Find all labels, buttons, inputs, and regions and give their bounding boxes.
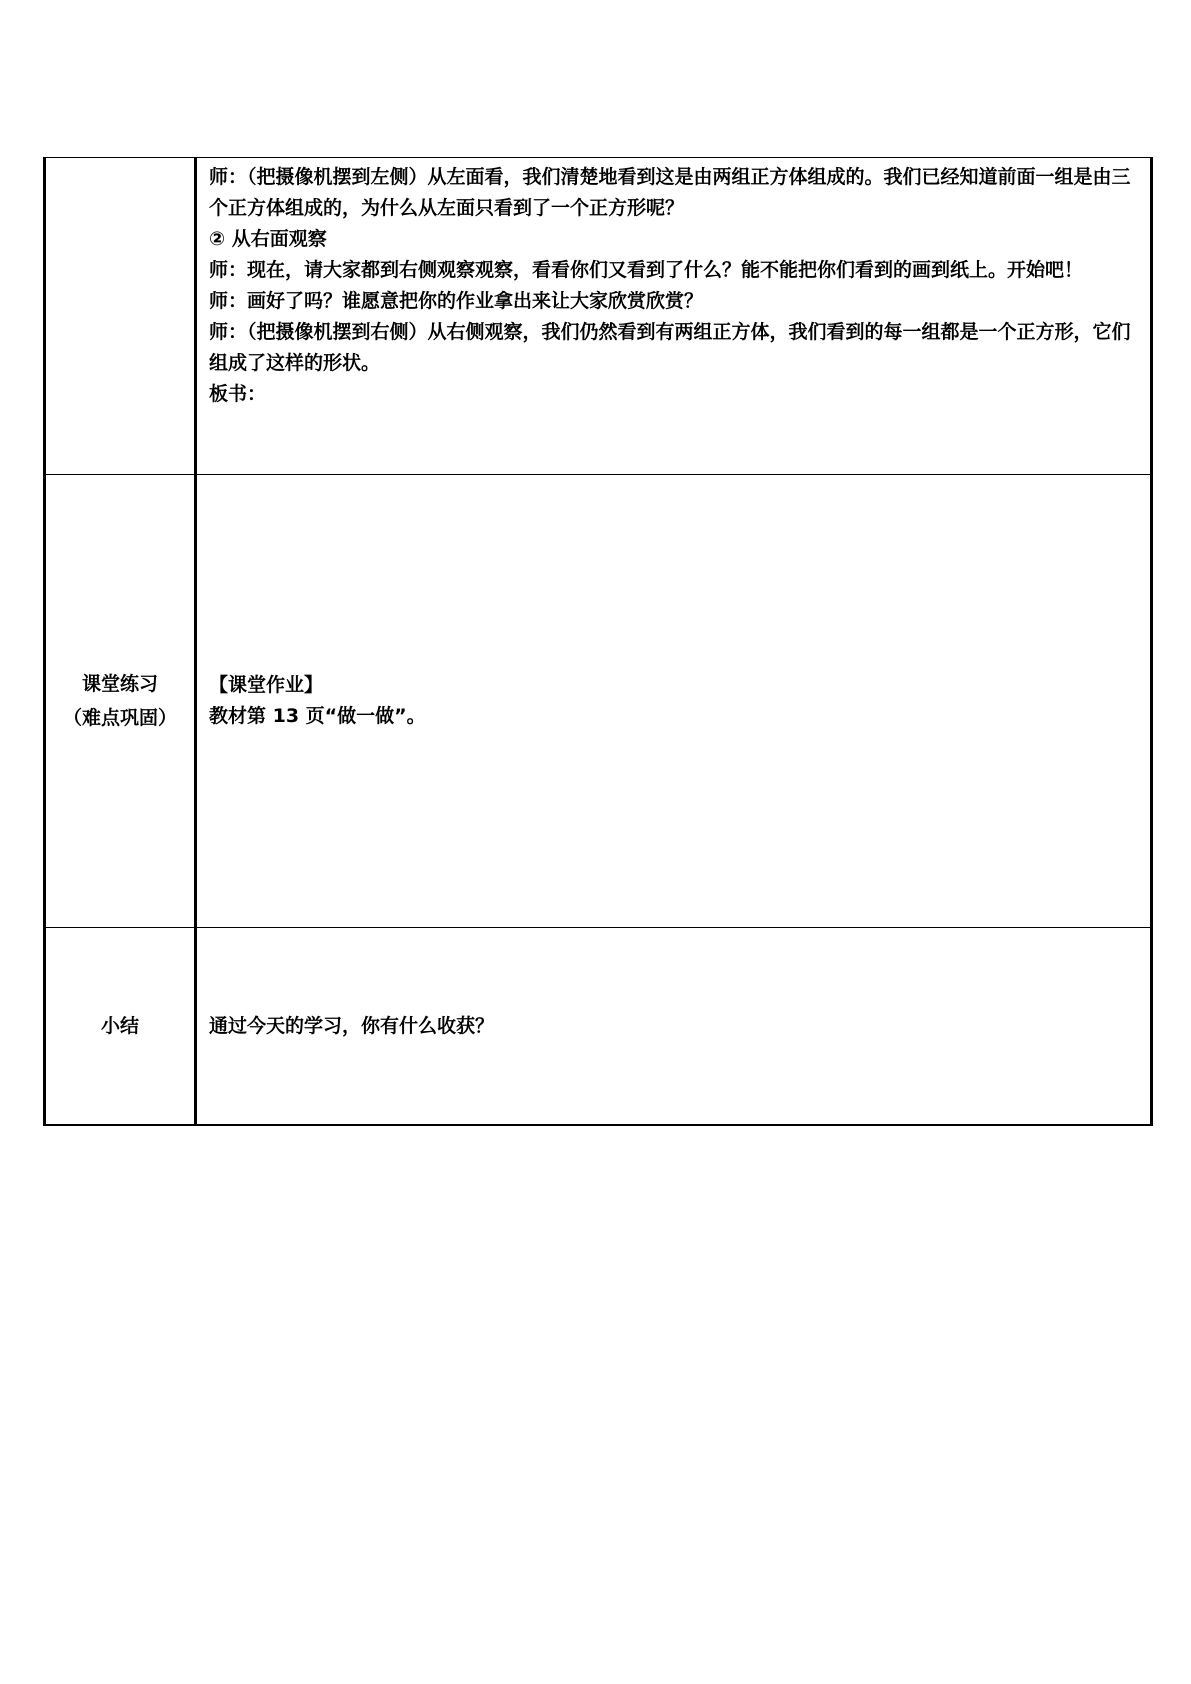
- lesson-plan-table: [43, 157, 1153, 1126]
- dialogue-line-left-view: 师：（把摄像机摆到左侧）从左面看，我们清楚地看到这是由两组正方体组成的。我们已经知道前面一组是由三个正方体组成的，为什么从左面只看到了一个正方形呢？: [209, 166, 1131, 219]
- table-row-continued: [45, 158, 1152, 475]
- practice-label: 课堂练习: [81, 673, 158, 695]
- teaching-process-cell: [196, 158, 1152, 475]
- classwork-heading: 【课堂作业】: [209, 674, 324, 696]
- summary-label: 小结: [100, 1015, 139, 1037]
- table-row-summary: [45, 928, 1152, 1126]
- practice-content-cell: [196, 475, 1152, 928]
- dialogue-line-right-instruction: 师：现在，请大家都到右侧观察观察，看看你们又看到了什么？能不能把你们看到的画到纸上。开始吧！: [209, 259, 1084, 281]
- practice-sublabel: （难点巩固）: [62, 707, 177, 729]
- summary-label-cell: [45, 928, 196, 1126]
- subheading-right-view: ② 从右面观察: [209, 228, 327, 250]
- practice-label-cell: [45, 475, 196, 928]
- dialogue-line-share-work: 师：画好了吗？谁愿意把你的作业拿出来让大家欣赏欣赏？: [209, 290, 704, 312]
- board-writing-label: 板书：: [209, 383, 267, 405]
- dialogue-line-right-observation: 师：（把摄像机摆到右侧）从右侧观察，我们仍然看到有两组正方体，我们看到的每一组都是一个正方形，它们组成了这样的形状。: [209, 321, 1131, 374]
- summary-text: 通过今天的学习，你有什么收获？: [209, 1014, 495, 1037]
- classwork-text: 教材第 13 页“做一做”。: [209, 705, 426, 727]
- row-label-empty: [45, 158, 196, 475]
- summary-content-cell: [196, 928, 1152, 1126]
- table-row-practice: [45, 475, 1152, 928]
